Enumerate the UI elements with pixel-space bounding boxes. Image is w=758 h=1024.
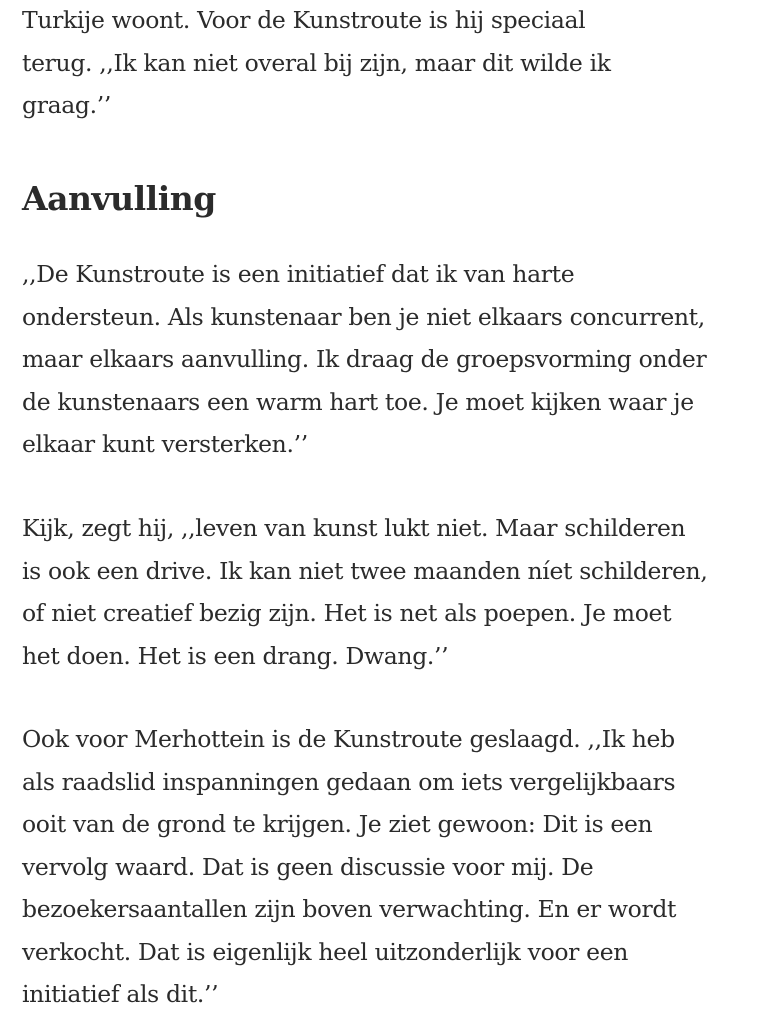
text-line: ooit van de grond te krijgen. Je ziet gewoon: Dit is een <box>22 810 653 838</box>
text-line: bezoekersaantallen zijn boven verwachting. En er wordt <box>22 895 677 923</box>
text-line: het doen. Het is een drang. Dwang.’’ <box>22 641 449 670</box>
section-heading: Aanvulling <box>22 179 216 218</box>
text-line: terug. ,,Ik kan niet overal bij zijn, maar dit wilde ik <box>22 48 611 77</box>
text-line: graag.’’ <box>22 91 111 119</box>
text-line: maar elkaars aanvulling. Ik draag de groepsvorming onder <box>22 345 707 373</box>
text-line: is ook een drive. Ik kan niet twee maanden níet schilderen, <box>22 556 708 585</box>
text-line: initiatief als dit.’’ <box>22 980 219 1008</box>
text-line: of niet creatief bezig zijn. Het is net als poepen. Je moet <box>22 599 672 627</box>
paragraph-1 <box>22 253 706 466</box>
text-line: elkaar kunt versterken.’’ <box>22 430 308 458</box>
text-line: vervolg waard. Dat is geen discussie voor mij. De <box>22 852 594 881</box>
text-line: ondersteun. Als kunstenaar ben je niet elkaars concurrent, <box>22 302 705 331</box>
paragraph-2 <box>22 507 707 677</box>
paragraph-3 <box>22 718 676 1016</box>
text-line: Turkije woont. Voor de Kunstroute is hij speciaal <box>22 6 586 34</box>
text-line: als raadslid inspanningen gedaan om iets vergelijkbaars <box>22 767 676 796</box>
text-line: Ook voor Merhottein is de Kunstroute geslaagd. ,,Ik heb <box>22 725 675 753</box>
text-line: verkocht. Dat is eigenlijk heel uitzonderlijk voor een <box>22 937 629 966</box>
text-line: de kunstenaars een warm hart toe. Je moet kijken waar je <box>22 387 694 416</box>
text-line: Kijk, zegt hij, ,,leven van kunst lukt niet. Maar schilderen <box>22 514 686 542</box>
text-line: ,,De Kunstroute is een initiatief dat ik van harte <box>22 260 575 288</box>
paragraph-intro <box>22 0 611 127</box>
